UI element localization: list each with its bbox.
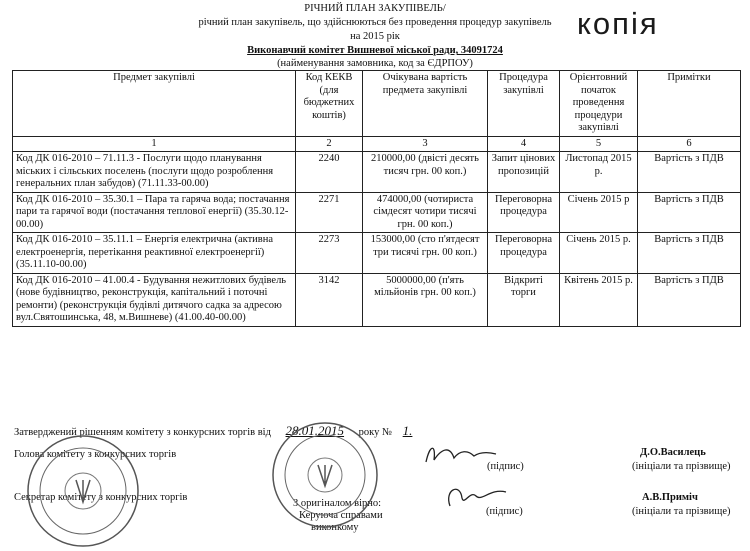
original-note-line: Керуюча справами	[299, 510, 383, 521]
plan-year: на 2015 рік	[350, 31, 400, 42]
col-header-start: Орієнтовний початок проведення процедури закупівлі	[560, 71, 638, 137]
notes-cell: Вартість з ПДВ	[638, 273, 741, 326]
col-number: 2	[296, 136, 363, 152]
table-row	[13, 233, 741, 274]
notes-cell: Вартість з ПДВ	[638, 152, 741, 193]
original-note-line: виконкому	[311, 522, 359, 533]
col-number: 4	[488, 136, 560, 152]
approval-date: 28.01.2015	[285, 423, 345, 438]
cost-cell: 210000,00 (двісті десять тисяч грн. 00 коп.)	[363, 152, 488, 193]
chair-sign-caption: (підпис)	[487, 461, 524, 472]
procurement-table	[12, 70, 741, 327]
col-number: 3	[363, 136, 488, 152]
cost-cell: 474000,00 (чотириста сімдесят чотири тисячі грн. 00 коп.)	[363, 192, 488, 233]
table-header-row	[13, 71, 741, 137]
start-cell: Листопад 2015 р.	[560, 152, 638, 193]
procedure-cell: Переговорна процедура	[488, 192, 560, 233]
subject-cell: Код ДК 016-2010 – 35.30.1 – Пара та гаряча вода; постачання пари та гарячої води (постачання теплової енергії) (35.30.12-00.00)	[13, 192, 296, 233]
start-cell: Січень 2015 р.	[560, 233, 638, 274]
original-note-line: З оригіналом вірно:	[293, 498, 382, 509]
copy-stamp: копія	[577, 6, 659, 41]
cost-cell: 5000000,00 (п'ять мільйонів грн. 00 коп.)	[363, 273, 488, 326]
notes-cell: Вартість з ПДВ	[638, 192, 741, 233]
chair-name: Д.О.Василець	[640, 447, 706, 458]
secretary-signature-icon	[440, 480, 510, 514]
chair-name-caption: (ініціали та прізвище)	[632, 461, 731, 472]
start-cell: Січень 2015 р	[560, 192, 638, 233]
col-number: 1	[13, 136, 296, 152]
official-seal-icon	[265, 420, 385, 530]
kekv-cell: 2271	[296, 192, 363, 233]
col-header-subject: Предмет закупівлі	[13, 71, 296, 137]
document-title: РІЧНИЙ ПЛАН ЗАКУПІВЕЛЬ/	[304, 3, 446, 14]
kekv-cell: 2273	[296, 233, 363, 274]
procedure-cell: Відкриті торги	[488, 273, 560, 326]
table-row	[13, 152, 741, 193]
cost-cell: 153000,00 (сто п'ятдесят три тисячі грн. 00 коп.)	[363, 233, 488, 274]
document-subtitle: річний план закупівель, що здійснюються без проведення процедур закупівель	[198, 17, 552, 28]
procedure-cell: Переговорна процедура	[488, 233, 560, 274]
subject-cell: Код ДК 016-2010 – 71.11.3 - Послуги щодо планування міських і сільських поселень (послуги щодо розроблення генеральних план забудов) (71.11.33-00.00)	[13, 152, 296, 193]
secretary-name-caption: (ініціали та прізвище)	[632, 506, 731, 517]
official-seal-icon	[24, 432, 142, 550]
kekv-cell: 3142	[296, 273, 363, 326]
approval-prefix: Затверджений рішенням комітету з конкурсних торгів від	[14, 427, 271, 438]
subject-cell: Код ДК 016-2010 – 41.00.4 - Будування нежитлових будівель (нове будівництво, реконструкція, капітальний і поточні ремонти) (реконструкція будівлі дитячого садка за адресою вул.Святошинська, 48, м.Вишневе) (41.00.40-00.00)	[13, 273, 296, 326]
col-header-notes: Примітки	[638, 71, 741, 137]
procedure-cell: Запит цінових пропозицій	[488, 152, 560, 193]
notes-cell: Вартість з ПДВ	[638, 233, 741, 274]
table-row	[13, 273, 741, 326]
chair-signature-icon	[420, 440, 500, 470]
col-number: 5	[560, 136, 638, 152]
secretary-name: А.В.Приміч	[642, 492, 698, 503]
col-header-cost: Очікувана вартість предмета закупівлі	[363, 71, 488, 137]
secretary-label: Секретар комітету з конкурсних торгів	[14, 492, 188, 503]
kekv-cell: 2240	[296, 152, 363, 193]
col-number: 6	[638, 136, 741, 152]
approval-year-word: року №	[358, 427, 393, 438]
col-header-kekv: Код КЕКВ (для бюджетних коштів)	[296, 71, 363, 137]
customer-name: Виконавчий комітет Вишневої міської ради, 34091724	[247, 45, 503, 56]
chair-label: Голова комітету з конкурсних торгів	[14, 449, 177, 460]
col-header-procedure: Процедура закупівлі	[488, 71, 560, 137]
secretary-sign-caption: (підпис)	[486, 506, 523, 517]
table-row	[13, 192, 741, 233]
approval-number: 1.	[402, 423, 413, 438]
start-cell: Квітень 2015 р.	[560, 273, 638, 326]
subject-cell: Код ДК 016-2010 – 35.11.1 – Енергія електрична (активна електроенергія, перетікання реактивної електроенергії) (35.11.10-00.00)	[13, 233, 296, 274]
column-number-row	[13, 136, 741, 152]
customer-caption: (найменування замовника, код за ЄДРПОУ)	[277, 58, 473, 69]
